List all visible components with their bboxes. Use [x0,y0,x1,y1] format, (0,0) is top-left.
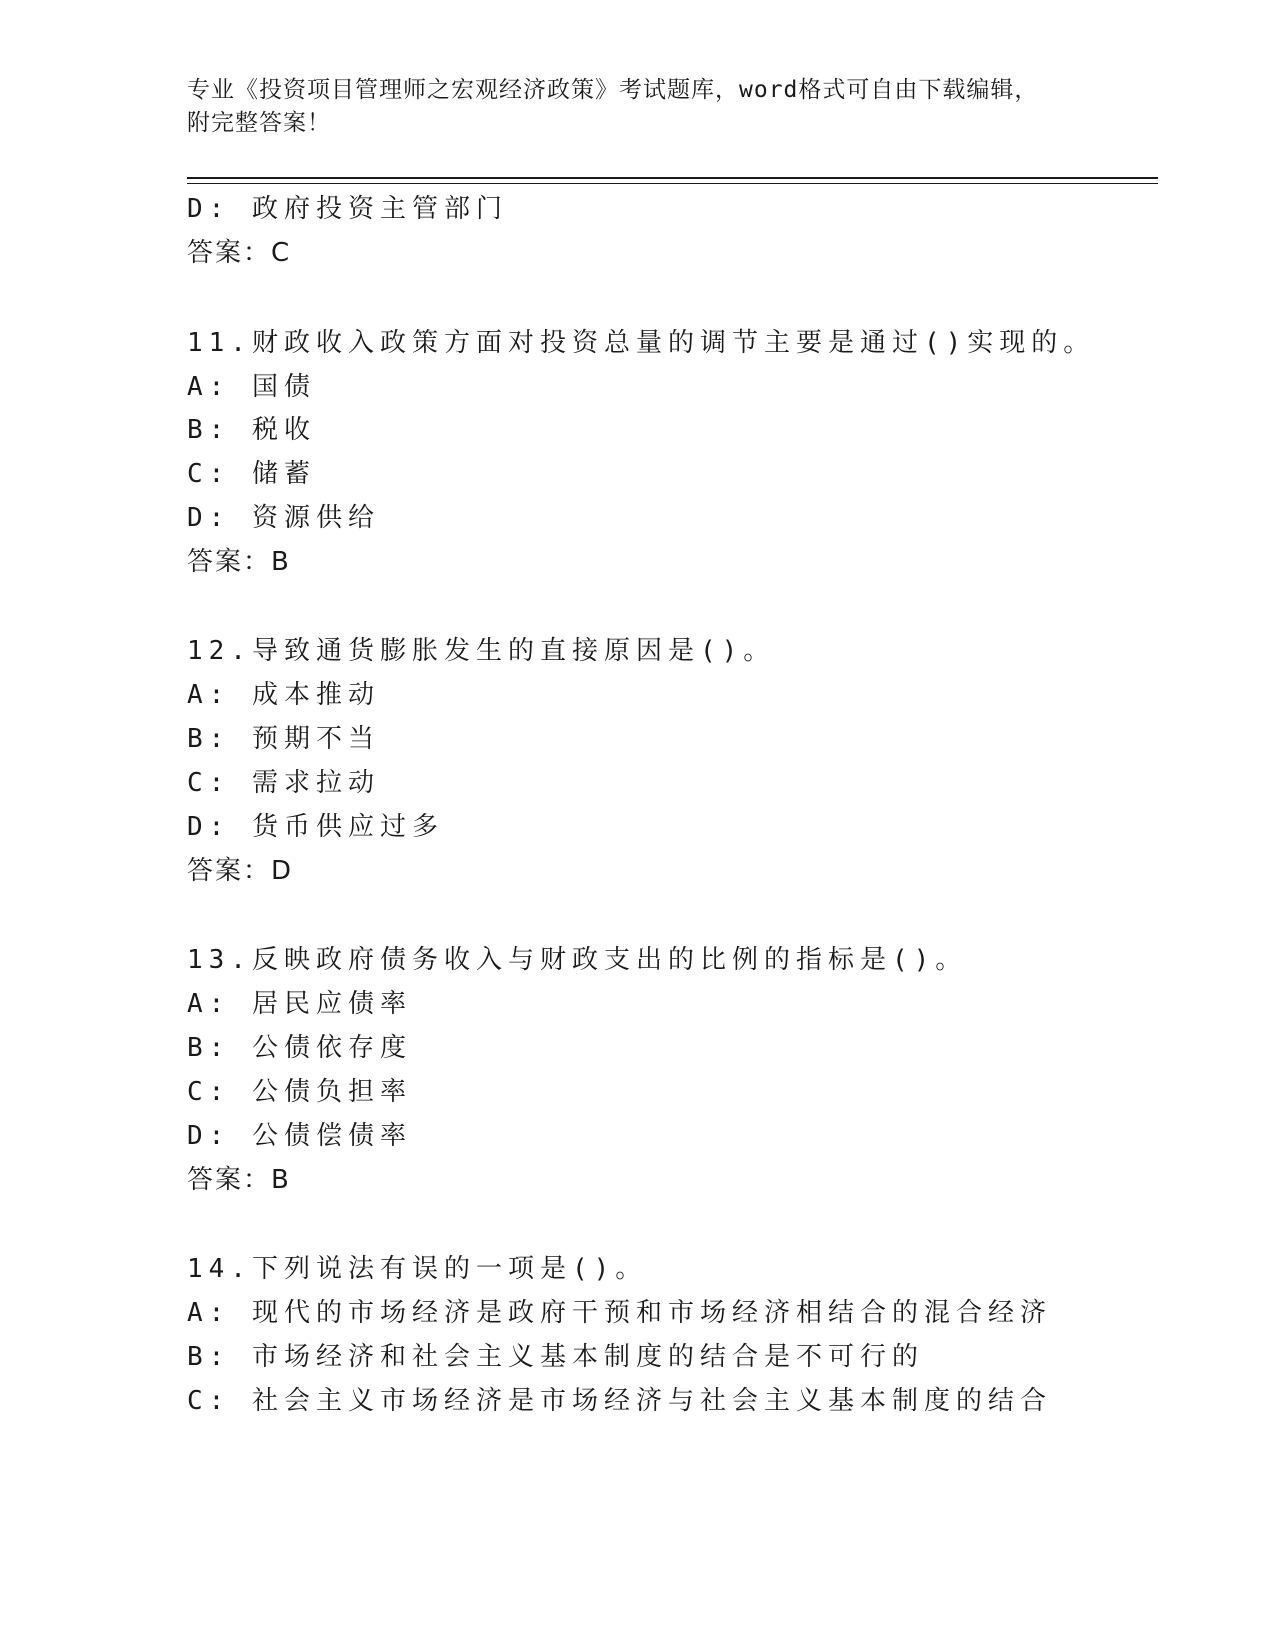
option-d: D: 政府投资主管部门 [187,194,508,224]
option-a: A: 成本推动 [187,680,380,710]
option-a: A: 国债 [187,372,316,402]
option-a: A: 现代的市场经济是政府干预和市场经济相结合的混合经济 [187,1298,1052,1328]
option-d: D: 资源供给 [187,503,380,533]
question-stem: 11.财政收入政策方面对投资总量的调节主要是通过()实现的。 [187,328,1096,358]
option-a: A: 居民应债率 [187,989,412,1019]
document-header [187,74,1087,140]
answer: 答案：B [187,547,291,577]
option-c: C: 社会主义市场经济是市场经济与社会主义基本制度的结合 [187,1386,1052,1416]
option-d: D: 货币供应过多 [187,812,444,842]
option-c: C: 需求拉动 [187,768,380,798]
header-divider [187,177,1158,184]
option-c: C: 储蓄 [187,459,316,489]
option-b: B: 税收 [187,415,316,445]
question-stem: 13.反映政府债务收入与财政支出的比例的指标是()。 [187,945,968,975]
option-b: B: 市场经济和社会主义基本制度的结合是不可行的 [187,1342,924,1372]
option-d: D: 公债偿债率 [187,1121,412,1151]
header-line-2: 附完整答案！ [187,110,331,136]
question-stem: 14.下列说法有误的一项是()。 [187,1254,648,1284]
question-stem: 12.导致通货膨胀发生的直接原因是()。 [187,636,776,666]
option-c: C: 公债负担率 [187,1077,412,1107]
header-line-1: 专业《投资项目管理师之宏观经济政策》考试题库，word格式可自由下载编辑， [187,77,1039,103]
answer: 答案：C [187,238,292,268]
answer: 答案：D [187,856,294,886]
answer: 答案：B [187,1165,291,1195]
option-b: B: 预期不当 [187,724,380,754]
option-b: B: 公债依存度 [187,1033,412,1063]
